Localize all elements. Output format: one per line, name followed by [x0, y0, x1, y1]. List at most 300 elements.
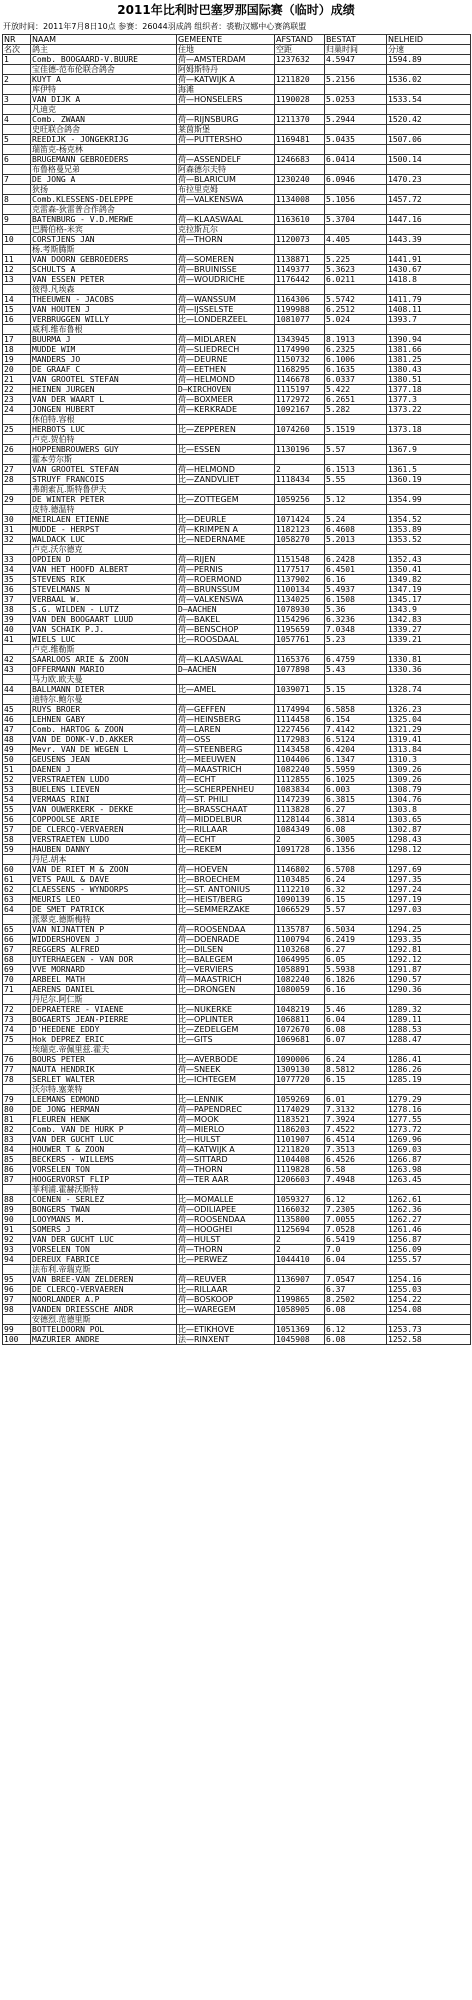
chinese-name-row	[3, 185, 471, 195]
fancier-name-cell: MUDDE - HERPST	[31, 525, 177, 535]
distance-cell: 1082240	[275, 975, 325, 985]
town-cell: 比—AVERBODE	[177, 1055, 275, 1065]
speed-cell: 1347.19	[387, 585, 471, 595]
arrival-time-cell: 5.3623	[325, 265, 387, 275]
distance-cell: 1048219	[275, 1005, 325, 1015]
arrival-time-cell: 6.04	[325, 1015, 387, 1025]
result-row	[3, 835, 471, 845]
speed-cell: 1367.9	[387, 445, 471, 455]
arrival-time-cell: 6.0211	[325, 275, 387, 285]
col-header-name-cn: 鸽主	[31, 45, 177, 55]
arrival-time-cell	[325, 435, 387, 445]
town-cell	[177, 675, 275, 685]
distance-cell: 1100134	[275, 585, 325, 595]
result-row	[3, 1165, 471, 1175]
arrival-time-cell: 6.4501	[325, 565, 387, 575]
distance-cell: 1058905	[275, 1305, 325, 1315]
fancier-name-cell: VVE MORNARD	[31, 965, 177, 975]
result-row	[3, 1235, 471, 1245]
fancier-name-cell: VAN SCHAIK P.J.	[31, 625, 177, 635]
distance-cell: 1077898	[275, 665, 325, 675]
town-cell	[177, 435, 275, 445]
fancier-name-cell: Comb.KLESSENS-DELEPPE	[31, 195, 177, 205]
speed-cell: 1294.25	[387, 925, 471, 935]
distance-cell: 1135800	[275, 1215, 325, 1225]
speed-cell: 1349.82	[387, 575, 471, 585]
fancier-name-cell: LOOYMANS M.	[31, 1215, 177, 1225]
result-row	[3, 785, 471, 795]
speed-cell: 1303.65	[387, 815, 471, 825]
distance-cell: 1120073	[275, 235, 325, 245]
arrival-time-cell: 5.1056	[325, 195, 387, 205]
distance-cell: 1074260	[275, 425, 325, 435]
town-cell: 比—ICHTEGEM	[177, 1075, 275, 1085]
arrival-time-cell: 6.5858	[325, 705, 387, 715]
town-cell	[177, 485, 275, 495]
town-cell: 荷—LAREN	[177, 725, 275, 735]
distance-cell: 2	[275, 1285, 325, 1295]
distance-cell: 1172983	[275, 735, 325, 745]
chinese-name-row	[3, 65, 471, 75]
speed-cell: 1321.29	[387, 725, 471, 735]
town-cell: 荷—SITTARD	[177, 1155, 275, 1165]
rank-cell: 97	[3, 1295, 31, 1305]
town-cell: 阿森德尔夫特	[177, 165, 275, 175]
result-row	[3, 1155, 471, 1165]
rank-cell: 7	[3, 175, 31, 185]
distance-cell: 1119828	[275, 1165, 325, 1175]
speed-cell: 1297.69	[387, 865, 471, 875]
arrival-time-cell: 6.2325	[325, 345, 387, 355]
town-cell: D—KIRCHOVEN	[177, 385, 275, 395]
result-row	[3, 1125, 471, 1135]
result-row	[3, 895, 471, 905]
speed-cell	[387, 485, 471, 495]
rank-cell: 92	[3, 1235, 31, 1245]
fancier-name-cell: 杨.考斯腾斯	[31, 245, 177, 255]
town-cell: D—AACHEN	[177, 665, 275, 675]
town-cell: 荷—SLIEDRECH	[177, 345, 275, 355]
distance-cell: 2	[275, 835, 325, 845]
speed-cell	[387, 125, 471, 135]
result-row	[3, 445, 471, 455]
speed-cell: 1330.81	[387, 655, 471, 665]
result-row	[3, 275, 471, 285]
rank-cell	[3, 485, 31, 495]
arrival-time-cell: 6.24	[325, 875, 387, 885]
chinese-name-row	[3, 165, 471, 175]
rank-cell: 89	[3, 1205, 31, 1215]
rank-cell: 74	[3, 1025, 31, 1035]
arrival-time-cell: 6.3236	[325, 615, 387, 625]
arrival-time-cell: 5.282	[325, 405, 387, 415]
arrival-time-cell: 8.5812	[325, 1065, 387, 1075]
town-cell: 比—RILLAAR	[177, 1285, 275, 1295]
town-cell: 荷—MAASTRICH	[177, 975, 275, 985]
fancier-name-cell: 卢克.维勒斯	[31, 645, 177, 655]
speed-cell: 1303.8	[387, 805, 471, 815]
fancier-name-cell: 克雷森-狄雷普合作鸽舍	[31, 205, 177, 215]
town-cell: 布拉里克姆	[177, 185, 275, 195]
fancier-name-cell: LEEMANS EDMOND	[31, 1095, 177, 1105]
speed-cell	[387, 415, 471, 425]
rank-cell: 54	[3, 795, 31, 805]
arrival-time-cell	[325, 125, 387, 135]
rank-cell: 28	[3, 475, 31, 485]
rank-cell: 62	[3, 885, 31, 895]
fancier-name-cell: Comb. HARTOG & ZOON	[31, 725, 177, 735]
fancier-name-cell: REEDIJK - JONGEKRIJG	[31, 135, 177, 145]
speed-cell: 1286.26	[387, 1065, 471, 1075]
result-row	[3, 115, 471, 125]
speed-cell: 1354.52	[387, 515, 471, 525]
rank-cell	[3, 1085, 31, 1095]
distance-cell: 1100794	[275, 935, 325, 945]
speed-cell	[387, 325, 471, 335]
arrival-time-cell: 6.5419	[325, 1235, 387, 1245]
result-row	[3, 135, 471, 145]
result-row	[3, 935, 471, 945]
rank-cell: 34	[3, 565, 31, 575]
rank-cell	[3, 185, 31, 195]
speed-cell: 1308.79	[387, 785, 471, 795]
town-cell	[177, 915, 275, 925]
speed-cell: 1343.9	[387, 605, 471, 615]
speed-cell: 1418.8	[387, 275, 471, 285]
speed-cell: 1441.91	[387, 255, 471, 265]
speed-cell: 1536.02	[387, 75, 471, 85]
fancier-name-cell: MAZURIER ANDRE	[31, 1335, 177, 1345]
fancier-name-cell: MUDDE WIM	[31, 345, 177, 355]
speed-cell	[387, 85, 471, 95]
speed-cell: 1326.23	[387, 705, 471, 715]
rank-cell: 39	[3, 615, 31, 625]
rank-cell	[3, 1315, 31, 1325]
arrival-time-cell	[325, 145, 387, 155]
distance-cell: 1136907	[275, 1275, 325, 1285]
speed-cell: 1339.27	[387, 625, 471, 635]
rank-cell: 19	[3, 355, 31, 365]
result-row	[3, 845, 471, 855]
rank-cell: 95	[3, 1275, 31, 1285]
result-row	[3, 865, 471, 875]
rank-cell: 11	[3, 255, 31, 265]
town-cell	[177, 1045, 275, 1055]
speed-cell: 1330.36	[387, 665, 471, 675]
rank-cell: 64	[3, 905, 31, 915]
speed-cell: 1288.53	[387, 1025, 471, 1035]
arrival-time-cell: 7.3132	[325, 1105, 387, 1115]
result-row	[3, 1325, 471, 1335]
speed-cell: 1443.39	[387, 235, 471, 245]
rank-cell: 18	[3, 345, 31, 355]
result-row	[3, 215, 471, 225]
fancier-name-cell: STEVELMANS N	[31, 585, 177, 595]
chinese-name-row	[3, 995, 471, 1005]
fancier-name-cell: DE JONG HERMAN	[31, 1105, 177, 1115]
speed-cell: 1273.72	[387, 1125, 471, 1135]
town-cell: 比—ZEPPEREN	[177, 425, 275, 435]
result-row	[3, 1145, 471, 1155]
speed-cell	[387, 65, 471, 75]
distance-cell: 1090006	[275, 1055, 325, 1065]
rank-cell: 71	[3, 985, 31, 995]
speed-cell: 1290.57	[387, 975, 471, 985]
fancier-name-cell: 凡迪克	[31, 105, 177, 115]
arrival-time-cell: 5.15	[325, 685, 387, 695]
town-cell: 荷—STEENBERG	[177, 745, 275, 755]
arrival-time-cell: 6.1347	[325, 755, 387, 765]
chinese-name-row	[3, 855, 471, 865]
fancier-name-cell: 巴腾伯格-米宾	[31, 225, 177, 235]
town-cell: 荷—PAPENDREC	[177, 1105, 275, 1115]
chinese-name-row	[3, 455, 471, 465]
distance-cell	[275, 285, 325, 295]
speed-cell: 1520.42	[387, 115, 471, 125]
result-row	[3, 255, 471, 265]
distance-cell: 1143458	[275, 745, 325, 755]
arrival-time-cell	[325, 505, 387, 515]
fancier-name-cell: VAN GROOTEL STEFAN	[31, 465, 177, 475]
result-row	[3, 555, 471, 565]
speed-cell	[387, 435, 471, 445]
result-row	[3, 265, 471, 275]
fancier-name-cell: OFFERMANN MARIO	[31, 665, 177, 675]
fancier-name-cell: WIDDERSHOVEN J	[31, 935, 177, 945]
distance-cell	[275, 675, 325, 685]
chinese-name-row	[3, 245, 471, 255]
rank-cell: 91	[3, 1225, 31, 1235]
fancier-name-cell: ARBEEL MATH	[31, 975, 177, 985]
arrival-time-cell: 7.0	[325, 1245, 387, 1255]
distance-cell: 1146678	[275, 375, 325, 385]
result-row	[3, 1005, 471, 1015]
arrival-time-cell	[325, 1045, 387, 1055]
distance-cell: 1064995	[275, 955, 325, 965]
arrival-time-cell	[325, 85, 387, 95]
town-cell: 荷—PERNIS	[177, 565, 275, 575]
arrival-time-cell: 6.08	[325, 1335, 387, 1345]
distance-cell	[275, 1265, 325, 1275]
town-cell: 荷—REUVER	[177, 1275, 275, 1285]
distance-cell: 1137902	[275, 575, 325, 585]
arrival-time-cell	[325, 415, 387, 425]
result-row	[3, 515, 471, 525]
result-row	[3, 565, 471, 575]
rank-cell	[3, 1185, 31, 1195]
distance-cell: 1068811	[275, 1015, 325, 1025]
town-cell: 荷—ODILIAPEE	[177, 1205, 275, 1215]
rank-cell: 63	[3, 895, 31, 905]
result-row	[3, 95, 471, 105]
fancier-name-cell: 法布利.帝瑞克斯	[31, 1265, 177, 1275]
speed-cell: 1313.84	[387, 745, 471, 755]
speed-cell: 1263.45	[387, 1175, 471, 1185]
distance-cell: 1177517	[275, 565, 325, 575]
fancier-name-cell: 狄扬	[31, 185, 177, 195]
rank-cell: 1	[3, 55, 31, 65]
rank-cell: 22	[3, 385, 31, 395]
fancier-name-cell: BALLMANN DIETER	[31, 685, 177, 695]
arrival-time-cell	[325, 855, 387, 865]
town-cell: 比—ZANDVLIET	[177, 475, 275, 485]
chinese-name-row	[3, 645, 471, 655]
town-cell: 荷—WOUDRICHE	[177, 275, 275, 285]
speed-cell: 1373.18	[387, 425, 471, 435]
rank-cell: 60	[3, 865, 31, 875]
speed-cell: 1253.73	[387, 1325, 471, 1335]
distance-cell: 1039071	[275, 685, 325, 695]
distance-cell	[275, 1085, 325, 1095]
fancier-name-cell: VAN DOORN GEBROEDERS	[31, 255, 177, 265]
distance-cell: 2	[275, 1235, 325, 1245]
arrival-time-cell: 5.2944	[325, 115, 387, 125]
result-row	[3, 475, 471, 485]
distance-cell	[275, 505, 325, 515]
result-row	[3, 925, 471, 935]
distance-cell: 1104406	[275, 755, 325, 765]
arrival-time-cell: 6.07	[325, 1035, 387, 1045]
town-cell: 荷—ROOSENDAA	[177, 925, 275, 935]
arrival-time-cell: 6.3815	[325, 795, 387, 805]
rank-cell: 100	[3, 1335, 31, 1345]
fancier-name-cell: CLAESSENS - WYNDORPS	[31, 885, 177, 895]
arrival-time-cell: 6.3814	[325, 815, 387, 825]
town-cell: 比—NUKERKE	[177, 1005, 275, 1015]
town-cell: 比—BROECHEM	[177, 875, 275, 885]
arrival-time-cell: 6.12	[325, 1325, 387, 1335]
chinese-name-row	[3, 415, 471, 425]
arrival-time-cell: 6.4204	[325, 745, 387, 755]
result-row	[3, 495, 471, 505]
rank-cell: 50	[3, 755, 31, 765]
rank-cell: 52	[3, 775, 31, 785]
speed-cell: 1447.16	[387, 215, 471, 225]
speed-cell: 1373.22	[387, 405, 471, 415]
distance-cell	[275, 145, 325, 155]
fancier-name-cell: BUELENS LIEVEN	[31, 785, 177, 795]
distance-cell: 1058891	[275, 965, 325, 975]
arrival-time-cell: 6.04	[325, 1255, 387, 1265]
result-row	[3, 175, 471, 185]
arrival-time-cell: 5.0435	[325, 135, 387, 145]
distance-cell	[275, 415, 325, 425]
rank-cell: 33	[3, 555, 31, 565]
fancier-name-cell: VAN DER GUCHT LUC	[31, 1235, 177, 1245]
arrival-time-cell: 6.1006	[325, 355, 387, 365]
town-cell: 荷—MIERLO	[177, 1125, 275, 1135]
rank-cell: 79	[3, 1095, 31, 1105]
fancier-name-cell: 布鲁格曼兄弟	[31, 165, 177, 175]
speed-cell	[387, 285, 471, 295]
speed-cell: 1339.21	[387, 635, 471, 645]
rank-cell: 36	[3, 585, 31, 595]
distance-cell: 1059256	[275, 495, 325, 505]
speed-cell	[387, 505, 471, 515]
rank-cell: 21	[3, 375, 31, 385]
fancier-name-cell: SCHULTS A	[31, 265, 177, 275]
speed-cell: 1345.17	[387, 595, 471, 605]
town-cell: 荷—RIJNSBURG	[177, 115, 275, 125]
rank-cell	[3, 505, 31, 515]
town-cell: 荷—RIJEN	[177, 555, 275, 565]
distance-cell: 1112210	[275, 885, 325, 895]
chinese-name-row	[3, 505, 471, 515]
arrival-time-cell: 7.3513	[325, 1145, 387, 1155]
speed-cell: 1286.41	[387, 1055, 471, 1065]
chinese-name-row	[3, 1045, 471, 1055]
rank-cell: 46	[3, 715, 31, 725]
speed-cell: 1361.5	[387, 465, 471, 475]
fancier-name-cell: HOUWER T & ZOON	[31, 1145, 177, 1155]
fancier-name-cell: NAUTA HENDRIK	[31, 1065, 177, 1075]
rank-cell	[3, 205, 31, 215]
arrival-time-cell: 6.4759	[325, 655, 387, 665]
distance-cell: 1163610	[275, 215, 325, 225]
fancier-name-cell: OPDIEN D	[31, 555, 177, 565]
fancier-name-cell: COPPOOLSE ARIE	[31, 815, 177, 825]
distance-cell: 2	[275, 1245, 325, 1255]
town-cell: 荷—EETHEN	[177, 365, 275, 375]
fancier-name-cell: BOURS PETER	[31, 1055, 177, 1065]
arrival-time-cell	[325, 545, 387, 555]
town-cell: 比—ETIKHOVE	[177, 1325, 275, 1335]
fancier-name-cell: Comb. ZWAAN	[31, 115, 177, 125]
arrival-time-cell: 6.1508	[325, 595, 387, 605]
speed-cell: 1353.52	[387, 535, 471, 545]
arrival-time-cell: 7.2305	[325, 1205, 387, 1215]
speed-cell	[387, 645, 471, 655]
distance-cell: 1246683	[275, 155, 325, 165]
result-row	[3, 685, 471, 695]
speed-cell: 1256.09	[387, 1245, 471, 1255]
result-row	[3, 975, 471, 985]
arrival-time-cell: 4.5947	[325, 55, 387, 65]
fancier-name-cell: VORSELEN TON	[31, 1245, 177, 1255]
speed-cell: 1470.23	[387, 175, 471, 185]
fancier-name-cell: 迪特尔.鲍尔曼	[31, 695, 177, 705]
header-row-chinese	[3, 45, 471, 55]
town-cell	[177, 505, 275, 515]
town-cell: 荷—MIDDELBUR	[177, 815, 275, 825]
result-row	[3, 1305, 471, 1315]
distance-cell: 1115197	[275, 385, 325, 395]
fancier-name-cell: VAN DER GUCHT LUC	[31, 1135, 177, 1145]
town-cell: 比—HEIST/BERG	[177, 895, 275, 905]
speed-cell: 1309.26	[387, 775, 471, 785]
rank-cell: 10	[3, 235, 31, 245]
col-header-distance: AFSTAND	[275, 35, 325, 45]
result-row	[3, 1115, 471, 1125]
arrival-time-cell: 6.15	[325, 1075, 387, 1085]
rank-cell: 82	[3, 1125, 31, 1135]
town-cell	[177, 415, 275, 425]
speed-cell: 1266.87	[387, 1155, 471, 1165]
chinese-name-row	[3, 695, 471, 705]
town-cell: 荷—OSS	[177, 735, 275, 745]
arrival-time-cell: 7.4948	[325, 1175, 387, 1185]
rank-cell: 2	[3, 75, 31, 85]
distance-cell: 1199865	[275, 1295, 325, 1305]
arrival-time-cell: 6.4608	[325, 525, 387, 535]
town-cell: 荷—BRUINISSE	[177, 265, 275, 275]
town-cell: 比—BRASSCHAAT	[177, 805, 275, 815]
town-cell: 荷—SOMEREN	[177, 255, 275, 265]
distance-cell	[275, 205, 325, 215]
rank-cell: 13	[3, 275, 31, 285]
result-row	[3, 75, 471, 85]
town-cell: 荷—BRUNSSUM	[177, 585, 275, 595]
